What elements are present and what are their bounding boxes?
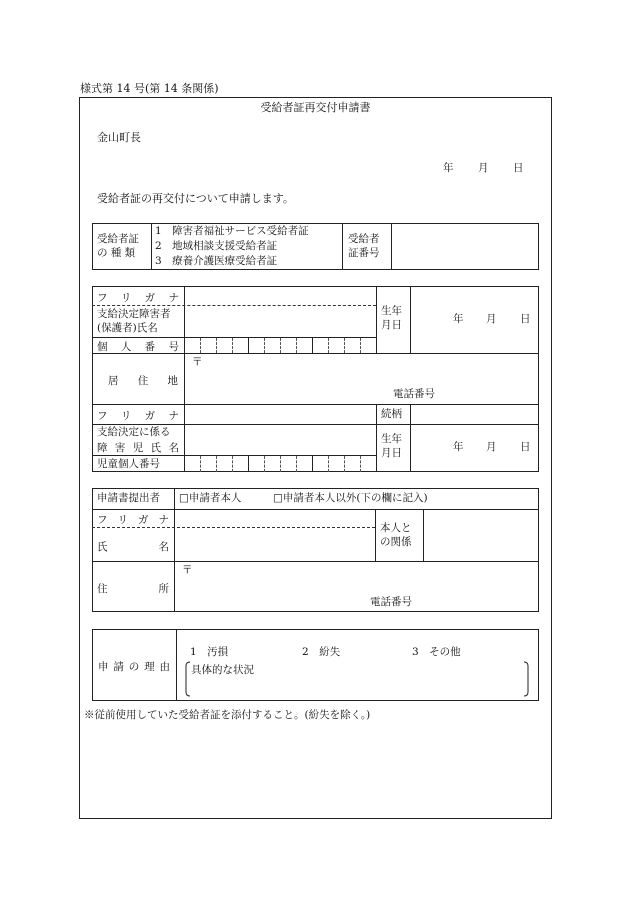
submitter-relationship-label: 本人と bbox=[380, 522, 412, 534]
date-year-label: 年 bbox=[443, 162, 454, 174]
submitter-phone-label: 電話番号 bbox=[370, 596, 412, 608]
applicant-birth-label: 生年 bbox=[381, 305, 402, 317]
addressee: 金山町長 bbox=[97, 131, 141, 144]
applicant-furigana-label: フ リ ガ ナ bbox=[97, 292, 179, 304]
applicant-furigana-field[interactable] bbox=[185, 287, 375, 305]
cert-type-label-2: の 種 類 bbox=[97, 247, 136, 259]
child-name-label: 支給決定に係る bbox=[97, 426, 171, 438]
submitter-furigana-label: フ リ ガ ナ bbox=[97, 514, 169, 526]
cert-number-label-2: 証番号 bbox=[348, 247, 380, 259]
cert-option-3[interactable]: 3 療養介護医療受給者証 bbox=[155, 255, 278, 267]
reason-detail-field[interactable] bbox=[190, 678, 520, 696]
reason-option-2[interactable]: 2 紛失 bbox=[302, 646, 341, 658]
submitter-self-checkbox[interactable]: □申請者本人 bbox=[179, 492, 242, 504]
child-relationship-label: 続柄 bbox=[381, 408, 402, 420]
submitter-address-field[interactable] bbox=[175, 562, 538, 611]
child-name-field[interactable] bbox=[185, 425, 375, 455]
reason-option-1[interactable]: 1 汚損 bbox=[190, 646, 229, 658]
child-furigana-label: フ リ ガ ナ bbox=[97, 410, 179, 422]
cert-number-label: 受給者 bbox=[348, 233, 380, 245]
child-birth-label: 生年 bbox=[381, 433, 402, 445]
applicant-name-field[interactable] bbox=[185, 306, 375, 337]
child-personal-number-label: 児童個人番号 bbox=[97, 458, 160, 470]
reason-detail-label: 具体的な状況 bbox=[191, 664, 254, 676]
cert-option-2[interactable]: 2 地域相談支援受給者証 bbox=[155, 240, 278, 252]
reason-label: 申 請 の 理 由 bbox=[98, 661, 170, 673]
submitter-label: 申請書提出者 bbox=[97, 492, 160, 504]
submitter-furigana-field[interactable] bbox=[175, 510, 374, 527]
applicant-address-label: 居 住 地 bbox=[108, 375, 178, 387]
submitter-relationship-field[interactable] bbox=[424, 510, 538, 561]
applicant-name-label-2: (保護者)氏名 bbox=[97, 322, 158, 334]
submitter-address-label: 住 所 bbox=[97, 583, 169, 595]
child-relationship-field[interactable] bbox=[411, 405, 538, 423]
footnote: ※従前使用していた受給者証を添付すること。(紛失を除く。) bbox=[84, 709, 371, 721]
applicant-personal-number-label: 個 人 番 号 bbox=[97, 341, 179, 353]
cert-number-field[interactable] bbox=[392, 224, 538, 269]
submitter-postal-mark: 〒 bbox=[182, 564, 193, 576]
submitter-relationship-label-2: の関係 bbox=[380, 536, 412, 548]
applicant-phone-label: 電話番号 bbox=[393, 388, 435, 400]
submitter-name-label: 氏 名 bbox=[97, 541, 169, 553]
reason-option-3[interactable]: 3 その他 bbox=[412, 646, 461, 658]
child-name-label-2: 障 害 児 氏 名 bbox=[97, 442, 179, 454]
cert-option-1[interactable]: 1 障害者福祉サービス受給者証 bbox=[155, 225, 309, 237]
applicant-address-field[interactable] bbox=[185, 354, 538, 403]
cert-type-label: 受給者証 bbox=[97, 233, 139, 245]
applicant-name-label: 支給決定障害者 bbox=[97, 308, 171, 320]
applicant-birth-label-2: 月日 bbox=[381, 319, 402, 331]
date-month-label: 月 bbox=[478, 162, 489, 174]
date-day-label: 日 bbox=[513, 162, 524, 174]
form-number: 様式第 14 号(第 14 条関係) bbox=[80, 82, 219, 95]
submitter-other-checkbox[interactable]: □申請者本人以外(下の欄に記入) bbox=[273, 492, 428, 504]
applicant-postal-mark: 〒 bbox=[192, 356, 203, 368]
submitter-name-field[interactable] bbox=[175, 528, 374, 561]
form-title: 受給者証再交付申請書 bbox=[260, 101, 371, 114]
child-furigana-field[interactable] bbox=[185, 405, 375, 423]
statement: 受給者証の再交付について申請します。 bbox=[97, 192, 294, 205]
child-birth-label-2: 月日 bbox=[381, 447, 402, 459]
